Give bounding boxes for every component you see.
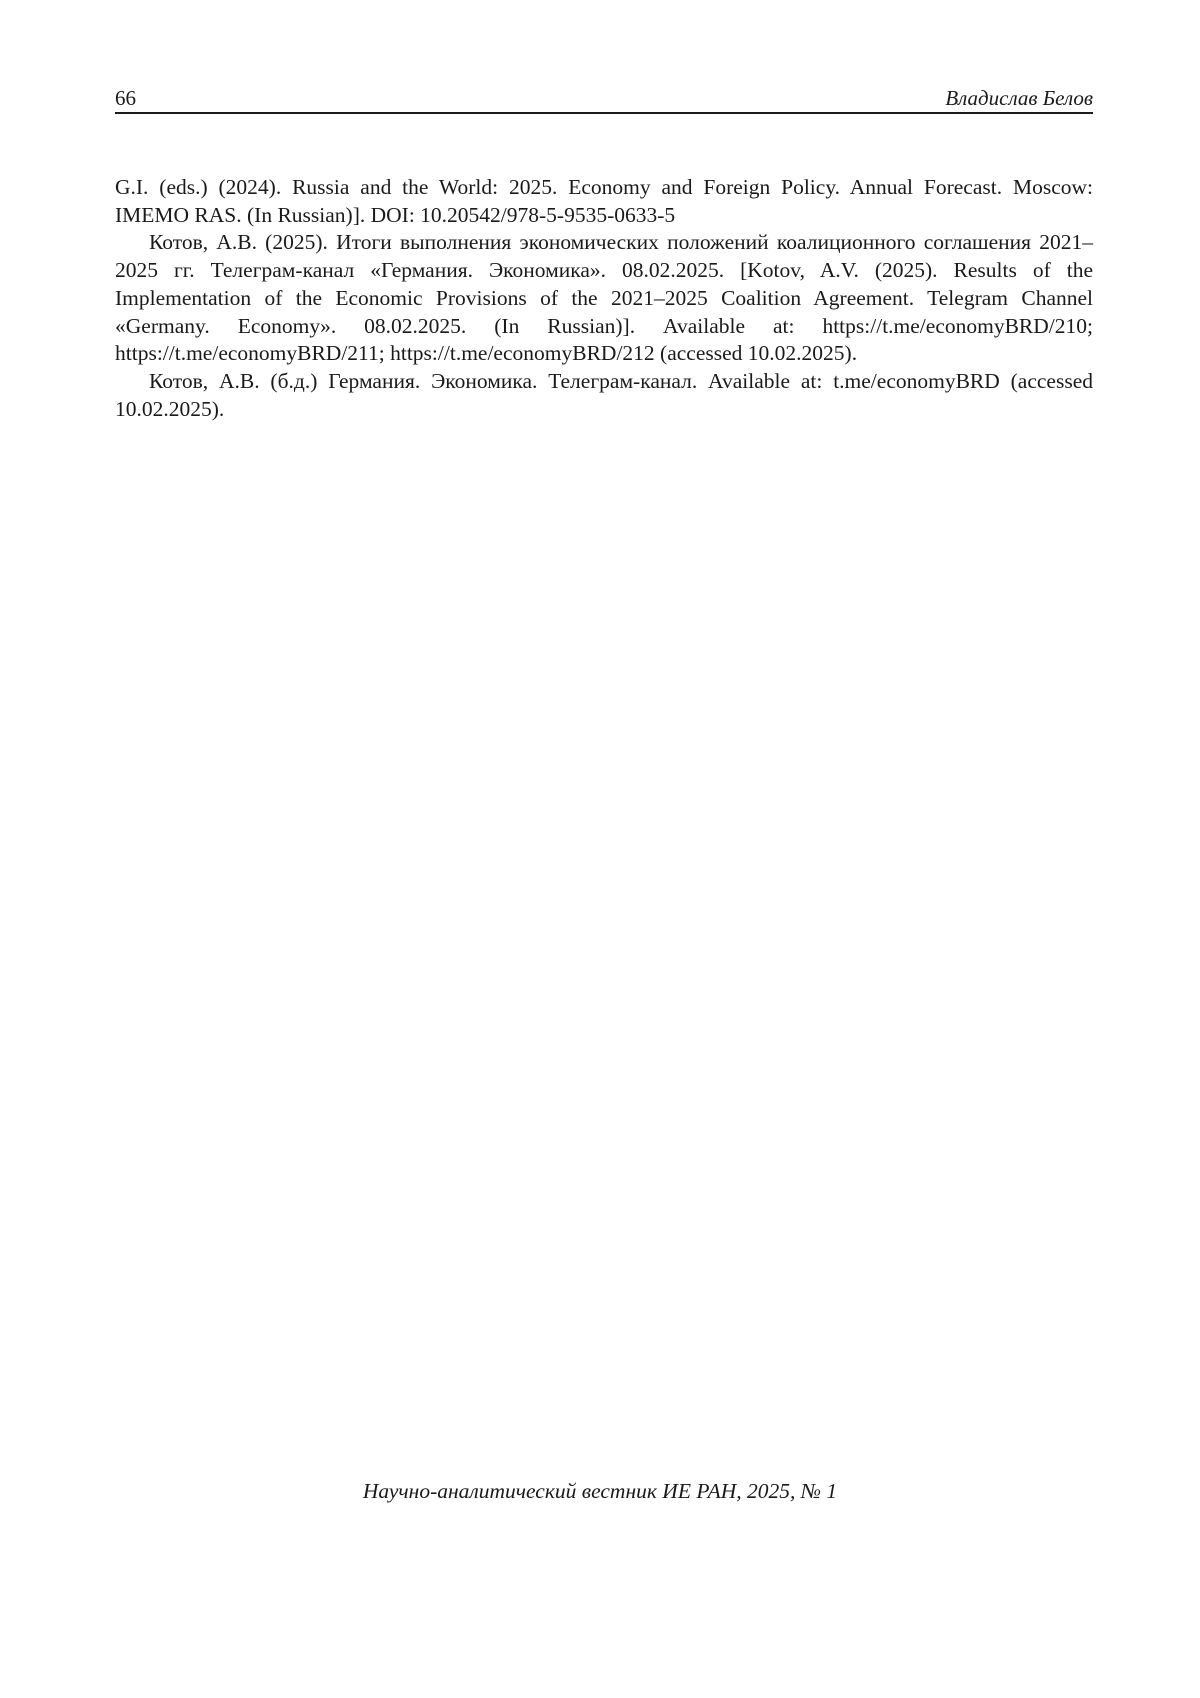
journal-footer: Научно-аналитический вестник ИЕ РАН, 2025, № 1 <box>362 1479 838 1503</box>
page-number: 66 <box>115 86 136 110</box>
reference-entry: G.I. (eds.) (2024). Russia and the World: 2025. Economy and Foreign Policy. Annual Forecast. Moscow: IMEMO RAS. (In Russian)]. DOI: 10.20542/978-5-9535-0633-5 <box>115 175 1093 227</box>
reference-entry: Котов, А.В. (2025). Итоги выполнения экономических положений коалиционного соглашения 2021–2025 гг. Телеграм-канал «Германия. Экономика». 08.02.2025. [Kotov, A.V. (2025). Results of the Implementation of the Economic Provisions of the 2021–2025 Coalition Agreement. Telegram Channel «Germany. Economy». 08.02.2025. (In Russian)]. Available at: https://t.me/economyBRD/210; https://t.me/economyBRD/211; https://t.me/economyBRD/212 (accessed 10.02.2025). <box>115 230 1093 366</box>
reference-list <box>115 174 1093 423</box>
running-header <box>115 84 1093 114</box>
reference-entry: Котов, А.В. (б.д.) Германия. Экономика. Телеграм-канал. Available at: t.me/economyBRD (accessed 10.02.2025). <box>115 368 1093 421</box>
header-author: Владислав Белов <box>945 86 1093 110</box>
